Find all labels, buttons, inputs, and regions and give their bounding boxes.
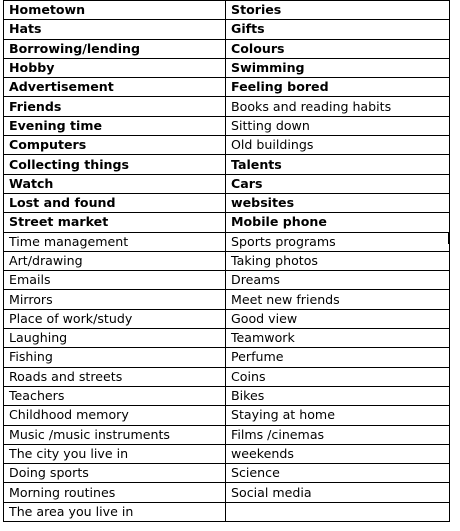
topic-cell-left: Hats bbox=[4, 20, 226, 39]
topic-cell-left: The city you live in bbox=[4, 444, 226, 463]
table-row bbox=[4, 213, 450, 232]
topic-cell-left: Computers bbox=[4, 136, 226, 155]
topic-cell-left: Emails bbox=[4, 271, 226, 290]
topic-cell-left: Place of work/study bbox=[4, 309, 226, 328]
topic-cell-right: Social media bbox=[226, 483, 450, 502]
table-row bbox=[4, 193, 450, 212]
table-row bbox=[4, 464, 450, 483]
table-row bbox=[4, 425, 450, 444]
topic-cell-right: Perfume bbox=[226, 348, 450, 367]
topic-cell-left: Time management bbox=[4, 232, 226, 251]
topic-cell-left: Advertisement bbox=[4, 78, 226, 97]
topic-cell-right: Swimming bbox=[226, 58, 450, 77]
topic-cell-left: Mirrors bbox=[4, 290, 226, 309]
topic-cell-left: Fishing bbox=[4, 348, 226, 367]
topic-cell-left: Friends bbox=[4, 97, 226, 116]
topic-cell-right: Books and reading habits bbox=[226, 97, 450, 116]
topic-cell-right: Sports programs bbox=[226, 232, 450, 251]
topic-cell-left: Teachers bbox=[4, 386, 226, 405]
topic-cell-left: Morning routines bbox=[4, 483, 226, 502]
table-row bbox=[4, 116, 450, 135]
topic-cell-right: Bikes bbox=[226, 386, 450, 405]
topic-cell-left: Lost and found bbox=[4, 193, 226, 212]
table-row bbox=[4, 232, 450, 251]
topic-cell-right: Staying at home bbox=[226, 406, 450, 425]
topic-cell-right: Gifts bbox=[226, 20, 450, 39]
topic-cell-right: Good view bbox=[226, 309, 450, 328]
topic-cell-right: Colours bbox=[226, 39, 450, 58]
topic-cell-right: weekends bbox=[226, 444, 450, 463]
topic-cell-left: Doing sports bbox=[4, 464, 226, 483]
table-row bbox=[4, 155, 450, 174]
topic-cell-left: Collecting things bbox=[4, 155, 226, 174]
topic-cell-left: Art/drawing bbox=[4, 251, 226, 270]
topic-cell-left: Evening time bbox=[4, 116, 226, 135]
topic-cell-left: Roads and streets bbox=[4, 367, 226, 386]
table-row bbox=[4, 367, 450, 386]
table-row bbox=[4, 58, 450, 77]
topic-table-body bbox=[4, 1, 450, 522]
table-row bbox=[4, 309, 450, 328]
table-row bbox=[4, 502, 450, 521]
table-row bbox=[4, 78, 450, 97]
topic-cell-left: Street market bbox=[4, 213, 226, 232]
table-row bbox=[4, 483, 450, 502]
topic-cell-right: Taking photos bbox=[226, 251, 450, 270]
topic-cell-right: Science bbox=[226, 464, 450, 483]
table-row bbox=[4, 174, 450, 193]
topic-cell-right: Feeling bored bbox=[226, 78, 450, 97]
table-row bbox=[4, 290, 450, 309]
topic-cell-right: Mobile phone bbox=[226, 213, 450, 232]
topic-cell-right bbox=[226, 502, 450, 521]
topic-cell-left: Music /music instruments bbox=[4, 425, 226, 444]
table-row bbox=[4, 20, 450, 39]
topic-cell-right: Films /cinemas bbox=[226, 425, 450, 444]
topic-cell-left: Borrowing/lending bbox=[4, 39, 226, 58]
table-row bbox=[4, 329, 450, 348]
topic-cell-right: Coins bbox=[226, 367, 450, 386]
topic-cell-left: Hobby bbox=[4, 58, 226, 77]
table-row bbox=[4, 136, 450, 155]
topic-cell-left: Childhood memory bbox=[4, 406, 226, 425]
topic-cell-right: Teamwork bbox=[226, 329, 450, 348]
page-edge-mark bbox=[448, 233, 450, 244]
table-row bbox=[4, 386, 450, 405]
table-row bbox=[4, 444, 450, 463]
topic-cell-left: Laughing bbox=[4, 329, 226, 348]
topic-cell-right: Cars bbox=[226, 174, 450, 193]
topic-table-container bbox=[3, 0, 449, 522]
table-row bbox=[4, 97, 450, 116]
topic-cell-right: Stories bbox=[226, 1, 450, 20]
table-row bbox=[4, 271, 450, 290]
topic-cell-right: Sitting down bbox=[226, 116, 450, 135]
table-row bbox=[4, 251, 450, 270]
topic-cell-left: The area you live in bbox=[4, 502, 226, 521]
table-row bbox=[4, 39, 450, 58]
topic-cell-left: Hometown bbox=[4, 1, 226, 20]
topic-cell-right: Talents bbox=[226, 155, 450, 174]
topic-cell-right: Old buildings bbox=[226, 136, 450, 155]
topic-cell-left: Watch bbox=[4, 174, 226, 193]
table-row bbox=[4, 406, 450, 425]
topic-cell-right: Meet new friends bbox=[226, 290, 450, 309]
topic-cell-right: Dreams bbox=[226, 271, 450, 290]
topic-table bbox=[3, 0, 450, 522]
table-row bbox=[4, 1, 450, 20]
table-row bbox=[4, 348, 450, 367]
topic-cell-right: websites bbox=[226, 193, 450, 212]
